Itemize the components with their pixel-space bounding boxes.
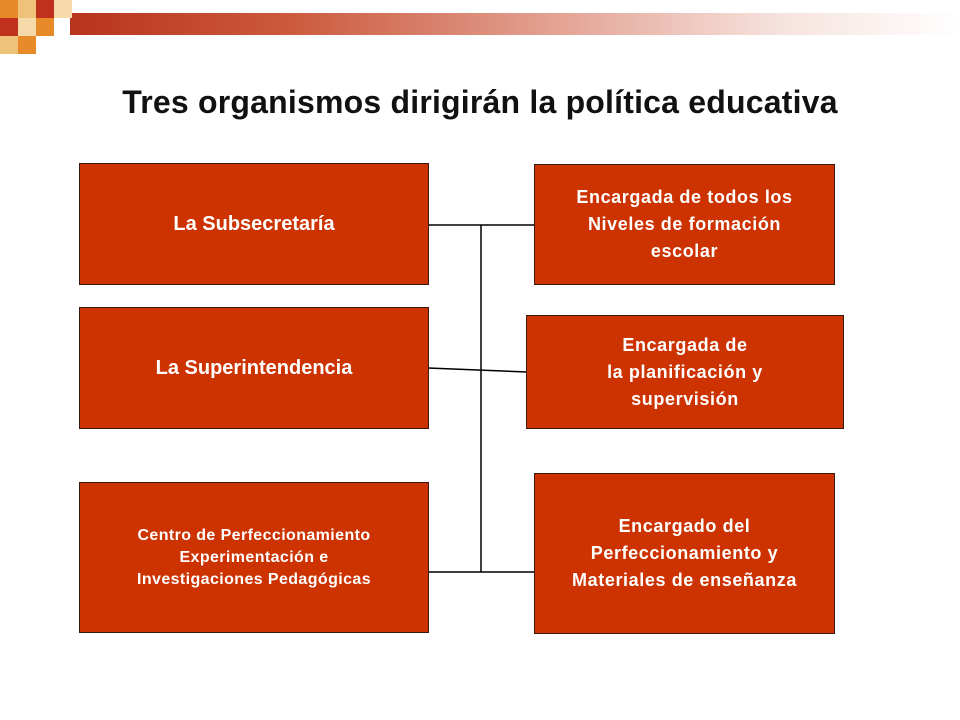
header-gradient-bar (70, 13, 960, 35)
box-label: La Superintendencia (155, 356, 353, 379)
box-perfeccionamiento-materiales (534, 473, 835, 634)
box-label: Centro de Perfeccionamiento Experimentación e Investigaciones Pedagógicas (137, 526, 371, 588)
box-subsecretaria (79, 163, 429, 285)
decor-square (0, 18, 18, 36)
box-centro-perfeccionamiento (79, 482, 429, 633)
connector-superintendencia (428, 368, 527, 372)
box-planificacion-supervision (526, 315, 844, 429)
decor-square (54, 0, 72, 18)
decor-square (18, 0, 36, 18)
box-superintendencia (79, 307, 429, 429)
box-label: Encargado del Perfeccionamiento y Materiales de enseñanza (572, 516, 797, 590)
decor-square (18, 36, 36, 54)
decor-square (18, 18, 36, 36)
box-niveles-formacion (534, 164, 835, 285)
decor-square (0, 0, 18, 18)
box-label: Encargada de la planificación y supervisión (607, 334, 763, 409)
decor-square (36, 18, 54, 36)
box-label: La Subsecretaría (173, 212, 335, 235)
decor-square (0, 36, 18, 54)
box-label: Encargada de todos los Niveles de formación escolar (576, 187, 793, 261)
decor-square (36, 0, 54, 18)
slide-title: Tres organismos dirigirán la política educativa (122, 84, 838, 120)
